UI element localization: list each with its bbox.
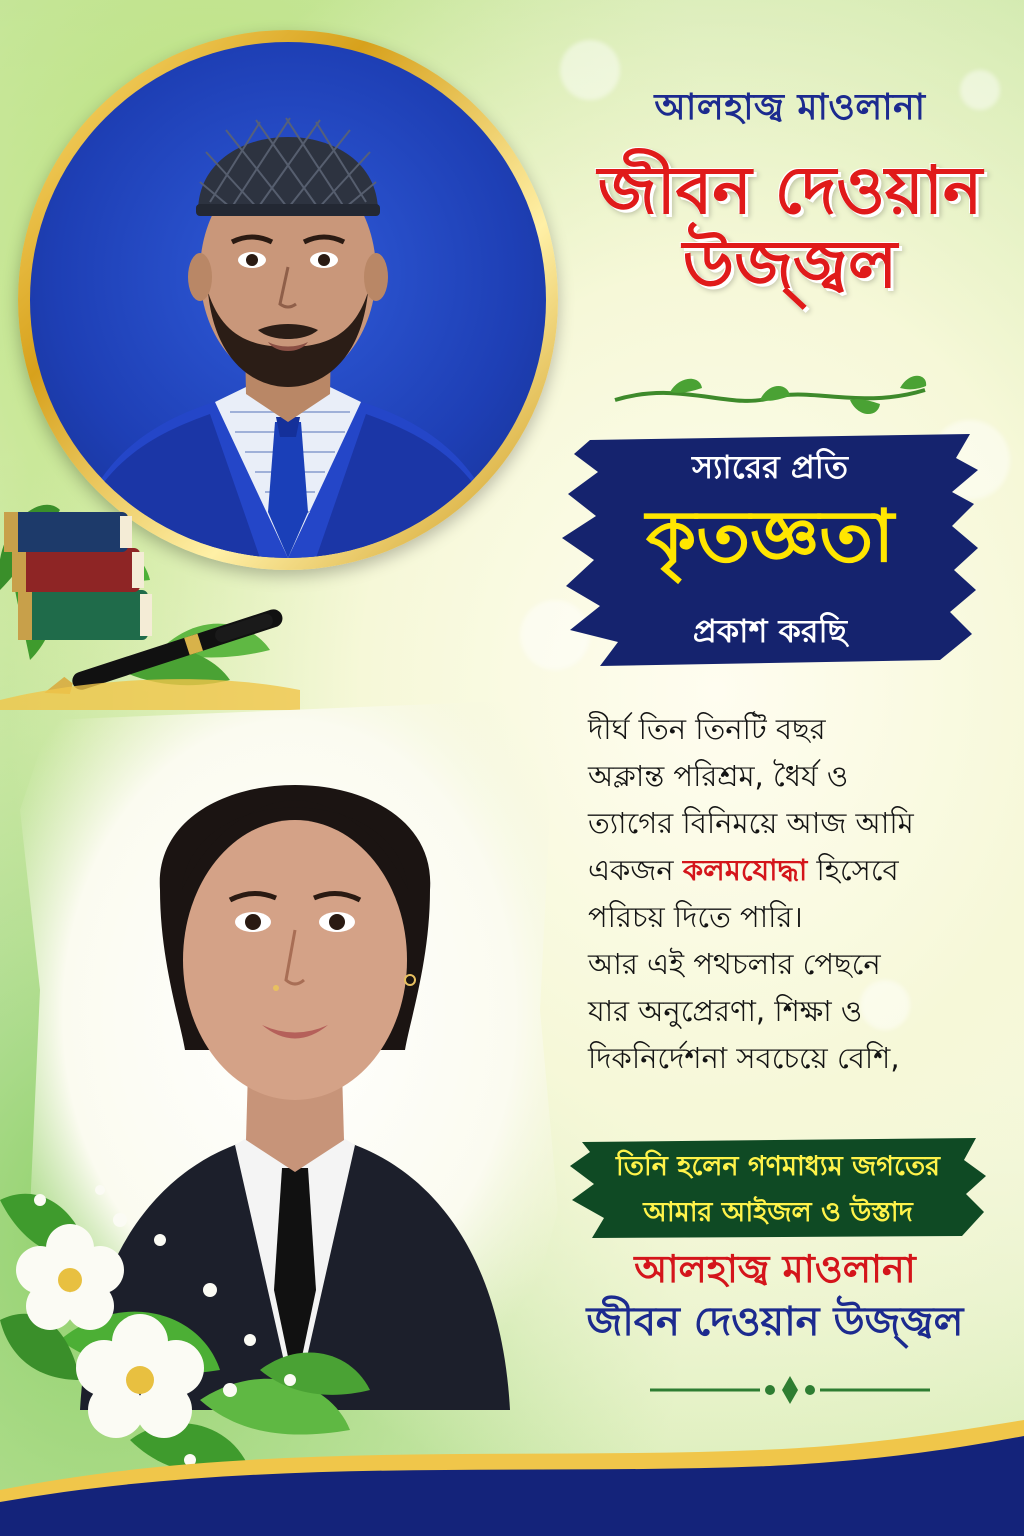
man-portrait-illustration [30, 42, 546, 558]
paragraph-line: ত্যাগের বিনিময়ে আজ আমি [588, 806, 914, 840]
top-portrait-photo [30, 42, 546, 558]
paragraph-line: দিকনির্দেশনা সবচেয়ে বেশি, [588, 1041, 900, 1075]
banner-line3: প্রকাশ করছি [692, 612, 848, 650]
top-photo-frame [18, 30, 558, 570]
paragraph-line: যার অনুপ্রেরণা, শিক্ষা ও [588, 994, 863, 1028]
paragraph-line: পরিচয় দিতে পারি। [588, 900, 803, 934]
footer-prefix: আলহাজ্ব মাওলানা [634, 1247, 916, 1291]
floral-divider-ornament [640, 1372, 940, 1408]
heading-name-line1: জীবন দেওয়ান [597, 152, 983, 229]
paragraph-line: দীর্ঘ তিন তিনটি বছর [588, 712, 826, 746]
books-and-pen-illustration [0, 500, 300, 710]
heading-prefix: আলহাজ্ব মাওলানা [654, 87, 926, 128]
mentor-line2: আমার আইজল ও উস্তাদ [643, 1197, 913, 1228]
heading-name-line2: উজ্জ্বল [682, 225, 898, 303]
paragraph-line-suffix: হিসেবে [807, 853, 899, 887]
heading-block [570, 80, 1010, 302]
mentor-line1: তিনি হলেন গণমাধ্যম জগতের [616, 1151, 940, 1182]
banner-line1: স্যারের প্রতি [692, 448, 848, 486]
gratitude-banner [560, 430, 980, 670]
mentor-banner [568, 1136, 988, 1240]
paragraph-line-with-highlight [588, 847, 1018, 894]
paragraph-line: আর এই পথচলার পেছনে [588, 947, 881, 981]
footer-name: জীবন দেওয়ান উজ্জ্বল [586, 1299, 964, 1345]
paragraph-line-prefix: একজন [588, 853, 683, 887]
banner-line2: কৃতজ্ঞতা [645, 494, 895, 578]
footer-name-block [545, 1244, 1005, 1350]
message-paragraph [588, 706, 1018, 1082]
bottom-wave-decoration [0, 1420, 1024, 1536]
highlight-word: কলমযোদ্ধা [682, 853, 808, 887]
paragraph-line: অক্লান্ত পরিশ্রম, ধৈর্য ও [588, 759, 849, 793]
vine-divider-ornament [610, 370, 930, 420]
